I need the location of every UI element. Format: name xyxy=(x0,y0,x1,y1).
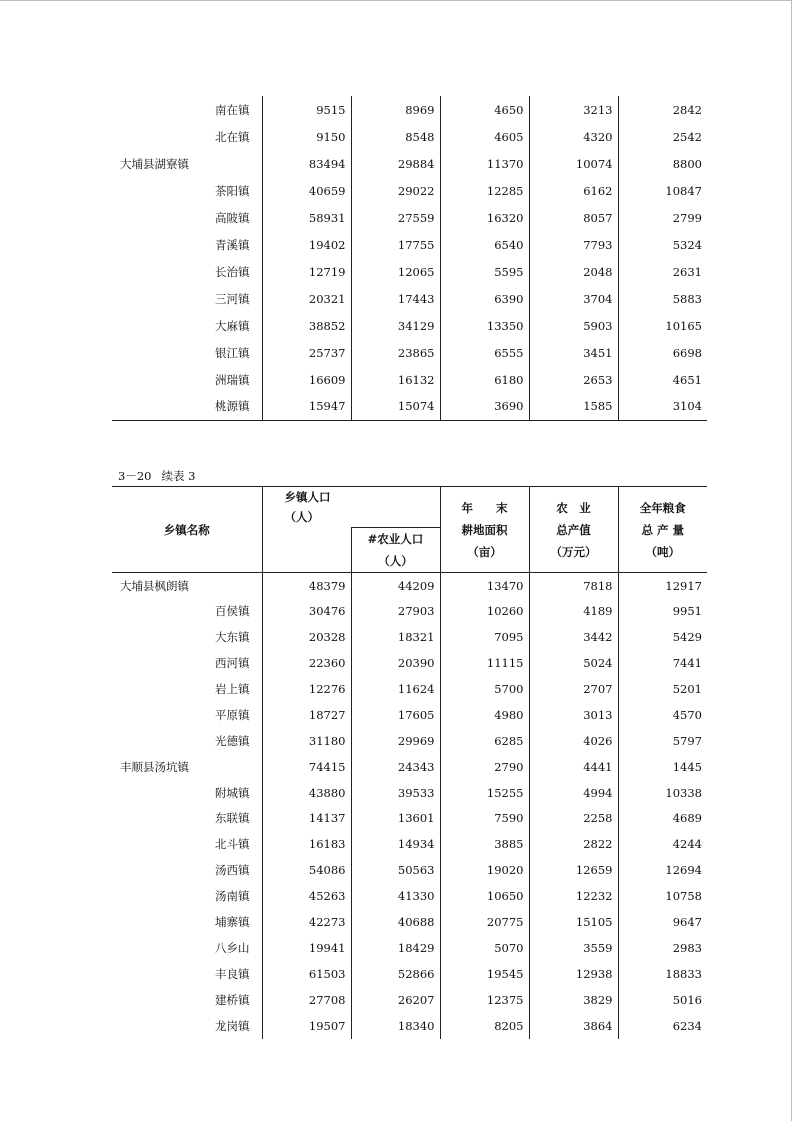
value-cell: 4650 xyxy=(440,96,529,123)
value-cell: 10165 xyxy=(618,312,707,339)
value-cell: 26207 xyxy=(351,987,440,1013)
value-cell: 8969 xyxy=(351,96,440,123)
value-cell: 27708 xyxy=(262,987,351,1013)
value-cell: 17443 xyxy=(351,285,440,312)
town-name-cell: 丰顺县汤坑镇 xyxy=(120,759,189,774)
value-cell: 2707 xyxy=(529,676,618,702)
table-row xyxy=(112,650,707,676)
value-cell: 3829 xyxy=(529,987,618,1013)
value-cell: 6162 xyxy=(529,177,618,204)
value-cell: 8205 xyxy=(440,1013,529,1039)
table-row xyxy=(112,312,707,339)
value-cell: 17605 xyxy=(351,702,440,728)
value-cell: 5903 xyxy=(529,312,618,339)
value-cell: 39533 xyxy=(351,780,440,806)
statistics-table-continued xyxy=(112,96,707,421)
town-name-cell: 青溪镇 xyxy=(215,237,250,252)
town-name-cell: 岩上镇 xyxy=(215,682,250,696)
table-row xyxy=(112,573,707,599)
value-cell: 8800 xyxy=(618,150,707,177)
value-cell: 5883 xyxy=(618,285,707,312)
town-name-cell: 东联镇 xyxy=(215,811,250,826)
value-cell: 12938 xyxy=(529,961,618,987)
value-cell: 19545 xyxy=(440,961,529,987)
table-row xyxy=(112,728,707,754)
header-agri-output: 农 业 总产值 （万元） xyxy=(529,487,618,573)
table-row xyxy=(112,96,707,123)
value-cell: 6180 xyxy=(440,366,529,393)
value-cell: 12917 xyxy=(618,573,707,599)
value-cell: 19020 xyxy=(440,857,529,883)
table-title: 续表 3 xyxy=(161,469,196,483)
town-name-cell: 汤西镇 xyxy=(215,863,250,878)
value-cell: 38852 xyxy=(262,312,351,339)
value-cell: 5024 xyxy=(529,650,618,676)
table-row xyxy=(112,177,707,204)
value-cell: 1585 xyxy=(529,393,618,420)
value-cell: 3104 xyxy=(618,393,707,420)
header-town-name: 乡镇名称 xyxy=(112,487,262,573)
town-name-cell: 北在镇 xyxy=(215,129,250,144)
value-cell: 12694 xyxy=(618,857,707,883)
value-cell: 15255 xyxy=(440,780,529,806)
value-cell: 40659 xyxy=(262,177,351,204)
value-cell: 3442 xyxy=(529,624,618,650)
table-row xyxy=(112,702,707,728)
value-cell: 9647 xyxy=(618,909,707,935)
value-cell: 4441 xyxy=(529,754,618,780)
value-cell: 12285 xyxy=(440,177,529,204)
value-cell: 27903 xyxy=(351,598,440,624)
table-caption xyxy=(118,468,195,484)
value-cell: 29884 xyxy=(351,150,440,177)
value-cell: 7590 xyxy=(440,806,529,832)
value-cell: 2842 xyxy=(618,96,707,123)
value-cell: 3013 xyxy=(529,702,618,728)
value-cell: 12719 xyxy=(262,258,351,285)
header-spacer xyxy=(262,528,351,573)
value-cell: 14137 xyxy=(262,806,351,832)
town-name-cell: 平原镇 xyxy=(215,707,250,722)
value-cell: 44209 xyxy=(351,573,440,599)
table-row xyxy=(112,935,707,961)
table-row xyxy=(112,754,707,780)
value-cell: 7793 xyxy=(529,231,618,258)
value-cell: 5797 xyxy=(618,728,707,754)
value-cell: 30476 xyxy=(262,598,351,624)
town-name-cell: 附城镇 xyxy=(215,785,250,800)
value-cell: 19507 xyxy=(262,1013,351,1039)
value-cell: 29022 xyxy=(351,177,440,204)
value-cell: 74415 xyxy=(262,754,351,780)
value-cell: 2653 xyxy=(529,366,618,393)
header-cultivated-area: 年 末 耕地面积 （亩） xyxy=(440,487,529,573)
value-cell: 16320 xyxy=(440,204,529,231)
table-row xyxy=(112,393,707,420)
value-cell: 2631 xyxy=(618,258,707,285)
value-cell: 2799 xyxy=(618,204,707,231)
value-cell: 4570 xyxy=(618,702,707,728)
value-cell: 41330 xyxy=(351,883,440,909)
value-cell: 34129 xyxy=(351,312,440,339)
table-row xyxy=(112,780,707,806)
value-cell: 20328 xyxy=(262,624,351,650)
value-cell: 4994 xyxy=(529,780,618,806)
town-name-cell: 南在镇 xyxy=(215,102,250,117)
value-cell: 83494 xyxy=(262,150,351,177)
table-row xyxy=(112,831,707,857)
value-cell: 7441 xyxy=(618,650,707,676)
town-name-cell: 大埔县枫朗镇 xyxy=(120,578,189,593)
table-row xyxy=(112,598,707,624)
table-body xyxy=(112,96,707,420)
value-cell: 18833 xyxy=(618,961,707,987)
value-cell: 29969 xyxy=(351,728,440,754)
value-cell: 20321 xyxy=(262,285,351,312)
value-cell: 4689 xyxy=(618,806,707,832)
value-cell: 6555 xyxy=(440,339,529,366)
value-cell: 6698 xyxy=(618,339,707,366)
table-row xyxy=(112,961,707,987)
value-cell: 5016 xyxy=(618,987,707,1013)
table-row xyxy=(112,366,707,393)
town-name-cell: 三河镇 xyxy=(215,291,250,306)
town-name-cell: 银江镇 xyxy=(215,345,250,360)
value-cell: 5429 xyxy=(618,624,707,650)
value-cell: 4189 xyxy=(529,598,618,624)
value-cell: 7818 xyxy=(529,573,618,599)
town-name-cell: 丰良镇 xyxy=(215,966,250,981)
value-cell: 12375 xyxy=(440,987,529,1013)
value-cell: 14934 xyxy=(351,831,440,857)
table-row xyxy=(112,285,707,312)
table-row xyxy=(112,1013,707,1039)
table-row xyxy=(112,676,707,702)
value-cell: 15947 xyxy=(262,393,351,420)
value-cell: 18340 xyxy=(351,1013,440,1039)
value-cell: 5070 xyxy=(440,935,529,961)
table-row xyxy=(112,987,707,1013)
town-name-cell: 大麻镇 xyxy=(215,318,250,333)
value-cell: 2542 xyxy=(618,123,707,150)
header-town-population: 乡镇人口 （人） xyxy=(262,487,440,528)
town-name-cell: 建桥镇 xyxy=(215,992,250,1007)
value-cell: 7095 xyxy=(440,624,529,650)
value-cell: 5201 xyxy=(618,676,707,702)
value-cell: 27559 xyxy=(351,204,440,231)
value-cell: 11624 xyxy=(351,676,440,702)
town-name-cell: 高陂镇 xyxy=(215,210,250,225)
table-header xyxy=(112,487,707,573)
value-cell: 3864 xyxy=(529,1013,618,1039)
value-cell: 6540 xyxy=(440,231,529,258)
value-cell: 16183 xyxy=(262,831,351,857)
value-cell: 4320 xyxy=(529,123,618,150)
value-cell: 10260 xyxy=(440,598,529,624)
town-name-cell: 光德镇 xyxy=(215,733,250,748)
value-cell: 6285 xyxy=(440,728,529,754)
value-cell: 10338 xyxy=(618,780,707,806)
value-cell: 10758 xyxy=(618,883,707,909)
value-cell: 4244 xyxy=(618,831,707,857)
value-cell: 19941 xyxy=(262,935,351,961)
value-cell: 10650 xyxy=(440,883,529,909)
value-cell: 20775 xyxy=(440,909,529,935)
value-cell: 18321 xyxy=(351,624,440,650)
town-name-cell: 长治镇 xyxy=(215,264,250,279)
value-cell: 8548 xyxy=(351,123,440,150)
value-cell: 18727 xyxy=(262,702,351,728)
value-cell: 16609 xyxy=(262,366,351,393)
town-name-cell: 洲瑞镇 xyxy=(215,372,250,387)
value-cell: 4605 xyxy=(440,123,529,150)
town-name-cell: 大埔县湖寮镇 xyxy=(120,156,189,171)
table-row xyxy=(112,339,707,366)
value-cell: 3559 xyxy=(529,935,618,961)
table-row xyxy=(112,909,707,935)
table-row xyxy=(112,231,707,258)
value-cell: 5700 xyxy=(440,676,529,702)
value-cell: 6390 xyxy=(440,285,529,312)
value-cell: 9951 xyxy=(618,598,707,624)
town-name-cell: 茶阳镇 xyxy=(215,183,250,198)
value-cell: 42273 xyxy=(262,909,351,935)
town-name-cell: 桃源镇 xyxy=(215,399,250,414)
town-name-cell: 埔寨镇 xyxy=(215,915,250,930)
town-name-cell: 北斗镇 xyxy=(215,837,250,852)
town-name-cell: 大东镇 xyxy=(215,630,250,645)
value-cell: 31180 xyxy=(262,728,351,754)
value-cell: 61503 xyxy=(262,961,351,987)
value-cell: 4651 xyxy=(618,366,707,393)
value-cell: 3451 xyxy=(529,339,618,366)
value-cell: 16132 xyxy=(351,366,440,393)
table-row xyxy=(112,123,707,150)
table-row xyxy=(112,204,707,231)
value-cell: 20390 xyxy=(351,650,440,676)
value-cell: 13470 xyxy=(440,573,529,599)
value-cell: 9150 xyxy=(262,123,351,150)
value-cell: 5595 xyxy=(440,258,529,285)
value-cell: 6234 xyxy=(618,1013,707,1039)
value-cell: 3885 xyxy=(440,831,529,857)
value-cell: 2048 xyxy=(529,258,618,285)
value-cell: 52866 xyxy=(351,961,440,987)
town-name-cell: 汤南镇 xyxy=(215,889,250,904)
table-number: 3－20 xyxy=(118,469,152,483)
value-cell: 40688 xyxy=(351,909,440,935)
table-row xyxy=(112,883,707,909)
value-cell: 4980 xyxy=(440,702,529,728)
town-name-cell: 西河镇 xyxy=(215,656,250,671)
value-cell: 10074 xyxy=(529,150,618,177)
table-body xyxy=(112,573,707,1039)
value-cell: 2983 xyxy=(618,935,707,961)
value-cell: 11115 xyxy=(440,650,529,676)
value-cell: 18429 xyxy=(351,935,440,961)
value-cell: 11370 xyxy=(440,150,529,177)
value-cell: 54086 xyxy=(262,857,351,883)
value-cell: 8057 xyxy=(529,204,618,231)
value-cell: 10847 xyxy=(618,177,707,204)
table-row xyxy=(112,806,707,832)
value-cell: 3704 xyxy=(529,285,618,312)
value-cell: 12065 xyxy=(351,258,440,285)
value-cell: 2822 xyxy=(529,831,618,857)
value-cell: 1445 xyxy=(618,754,707,780)
value-cell: 24343 xyxy=(351,754,440,780)
value-cell: 17755 xyxy=(351,231,440,258)
value-cell: 12659 xyxy=(529,857,618,883)
header-grain-output: 全年粮食 总 产 量 （吨） xyxy=(618,487,707,573)
value-cell: 12232 xyxy=(529,883,618,909)
value-cell: 25737 xyxy=(262,339,351,366)
value-cell: 43880 xyxy=(262,780,351,806)
town-name-cell: 龙岗镇 xyxy=(215,1018,250,1033)
value-cell: 45263 xyxy=(262,883,351,909)
value-cell: 3690 xyxy=(440,393,529,420)
value-cell: 5324 xyxy=(618,231,707,258)
value-cell: 13350 xyxy=(440,312,529,339)
value-cell: 22360 xyxy=(262,650,351,676)
value-cell: 13601 xyxy=(351,806,440,832)
table-row xyxy=(112,150,707,177)
value-cell: 4026 xyxy=(529,728,618,754)
value-cell: 2790 xyxy=(440,754,529,780)
table-row xyxy=(112,624,707,650)
value-cell: 48379 xyxy=(262,573,351,599)
value-cell: 58931 xyxy=(262,204,351,231)
statistics-table xyxy=(112,486,707,1039)
value-cell: 50563 xyxy=(351,857,440,883)
town-name-cell: 百侯镇 xyxy=(215,604,250,619)
value-cell: 3213 xyxy=(529,96,618,123)
table-row xyxy=(112,258,707,285)
value-cell: 12276 xyxy=(262,676,351,702)
town-name-cell: 八乡山 xyxy=(215,940,250,955)
value-cell: 15105 xyxy=(529,909,618,935)
header-agri-population: #农业人口 （人） xyxy=(351,528,440,573)
value-cell: 2258 xyxy=(529,806,618,832)
value-cell: 19402 xyxy=(262,231,351,258)
value-cell: 23865 xyxy=(351,339,440,366)
table-row xyxy=(112,857,707,883)
value-cell: 9515 xyxy=(262,96,351,123)
value-cell: 15074 xyxy=(351,393,440,420)
